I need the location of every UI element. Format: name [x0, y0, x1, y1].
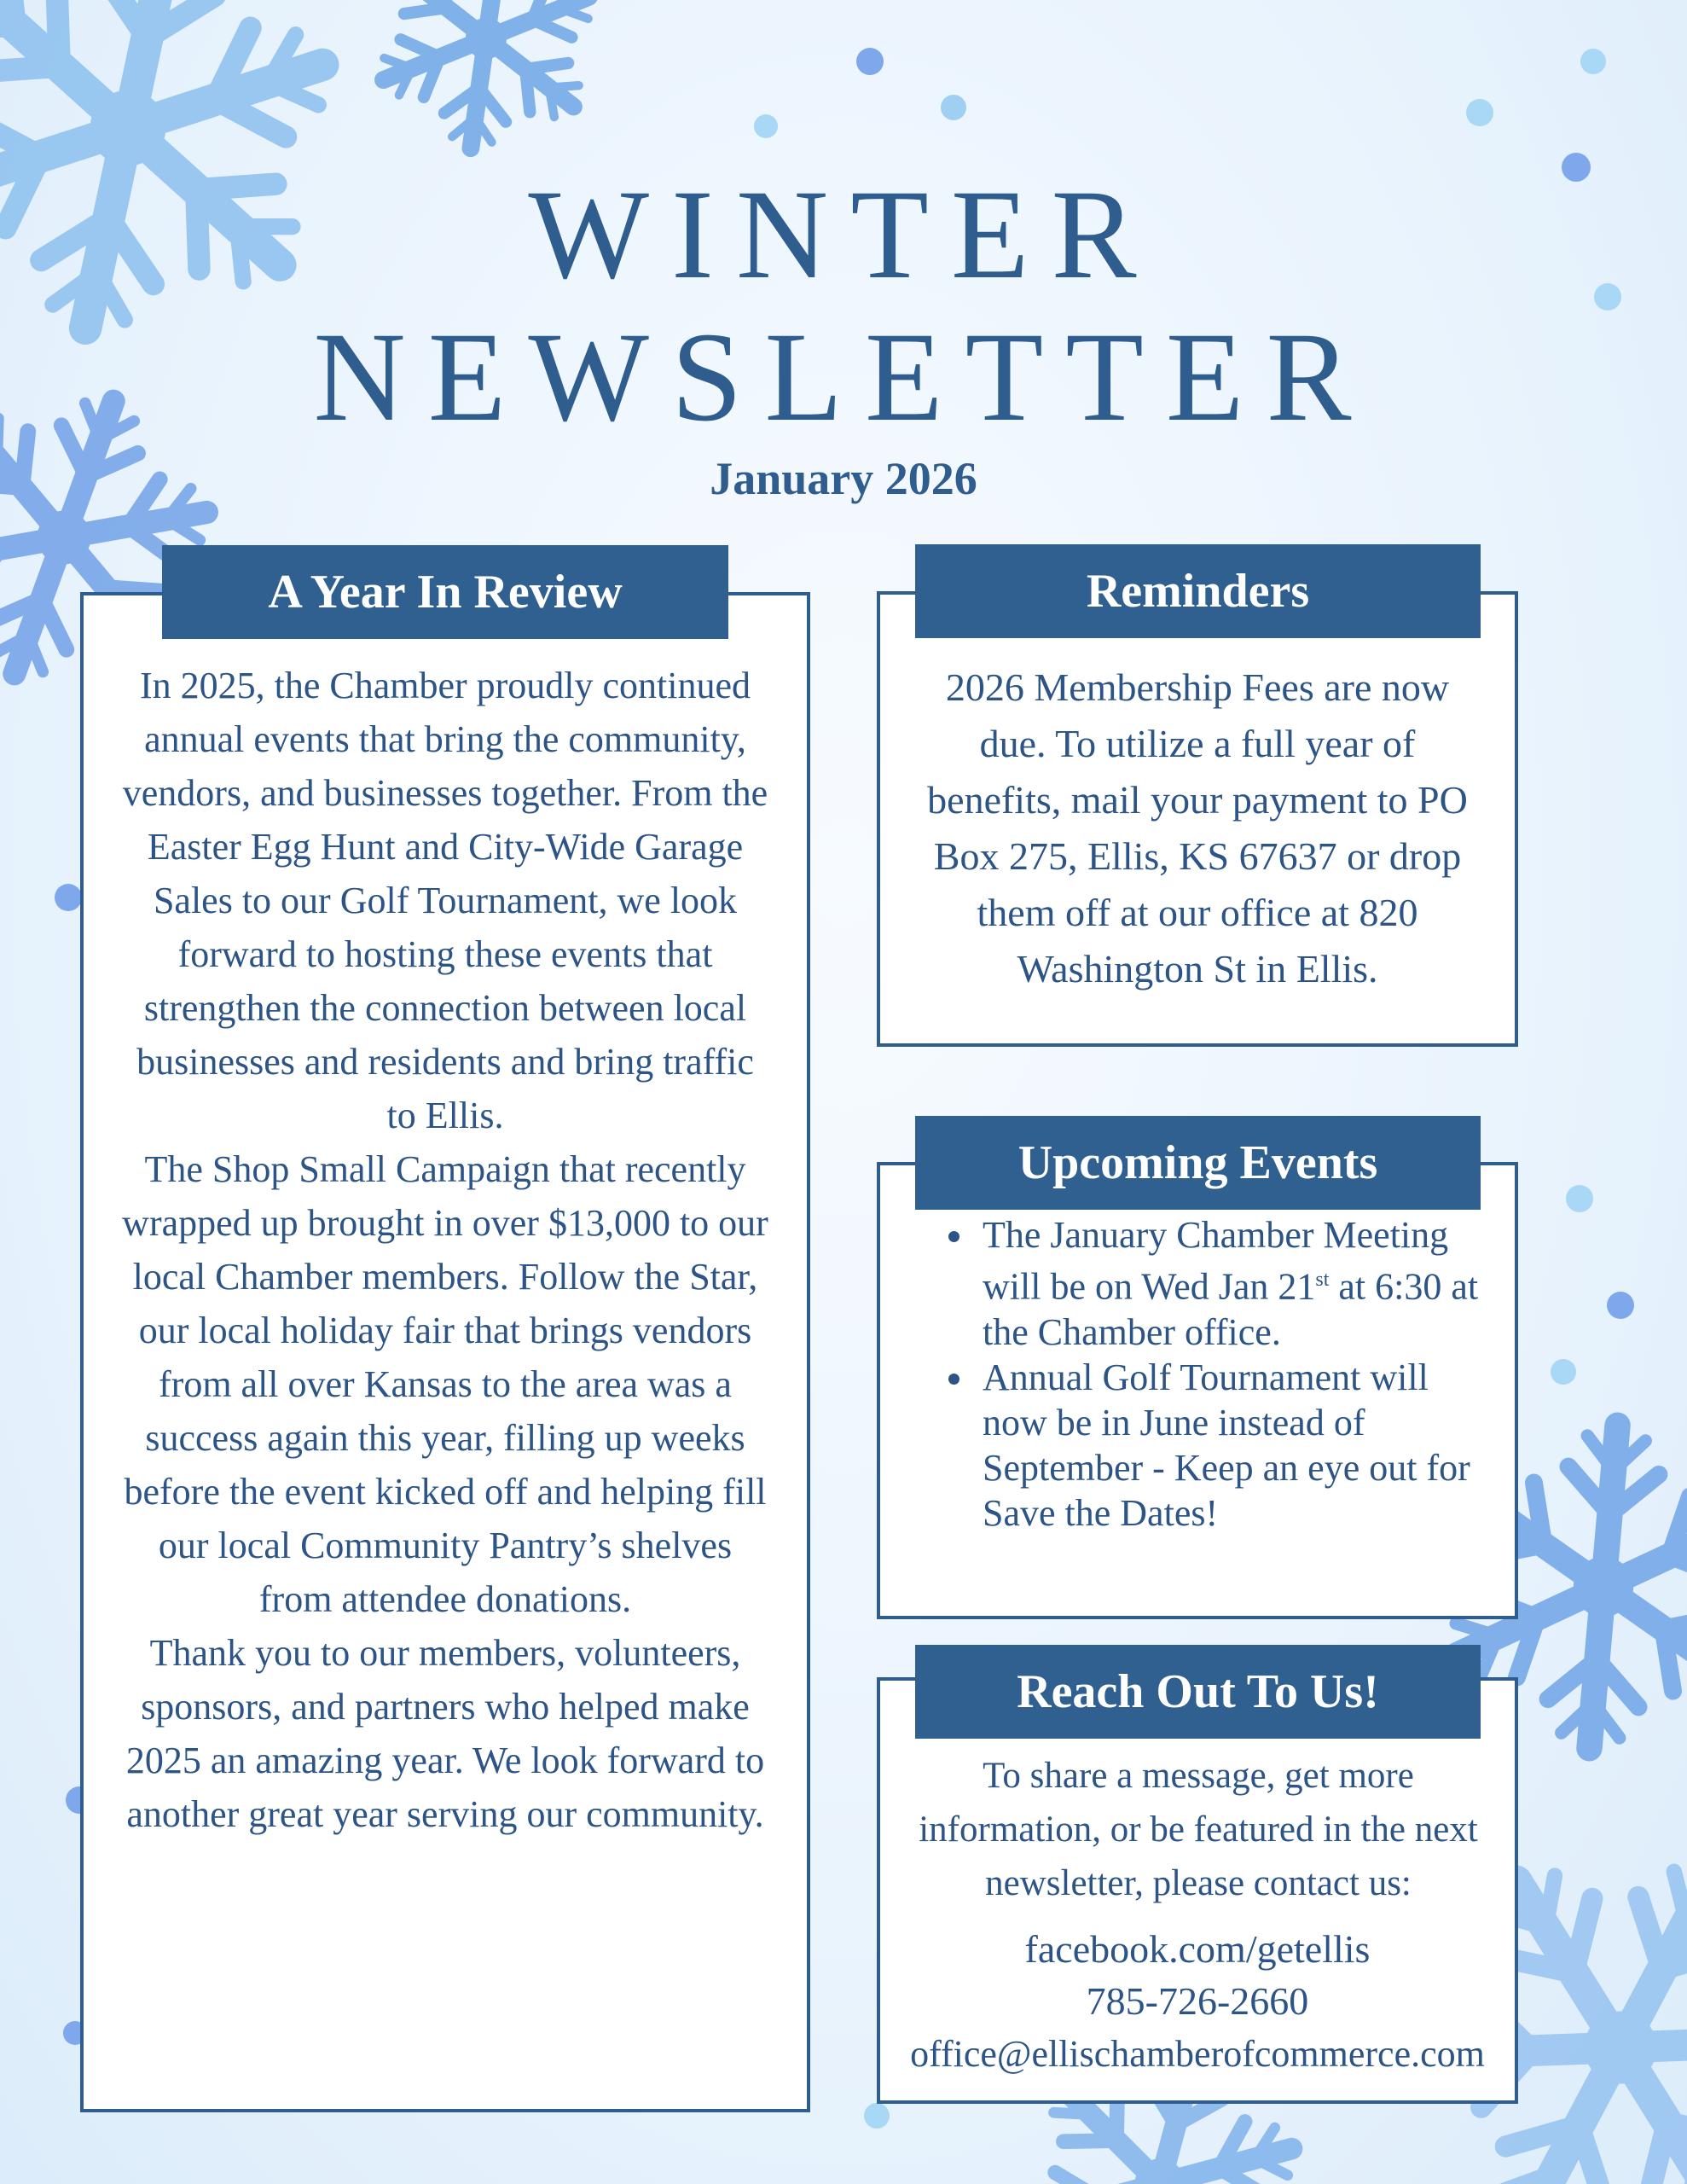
- phone-number[interactable]: 785-726-2660: [1086, 1979, 1309, 2023]
- event-text: Annual Golf Tournament will now be in June instead of September - Keep an eye out for Save the Dates!: [983, 1356, 1470, 1534]
- contact-intro: To share a message, get more information, or be featured in the next newsletter, please contact us:: [919, 1756, 1478, 1903]
- event-text: The January Chamber Meeting will be on Wed Jan 21: [983, 1214, 1449, 1308]
- facebook-link[interactable]: facebook.com/getellis: [1024, 1927, 1371, 1971]
- event-item: [940, 1212, 1486, 1355]
- snowflake-icon: [360, 0, 612, 164]
- review-paragraph: In 2025, the Chamber proudly continued annual events that bring the community, vendors, and businesses together. From the Easter Egg Hunt and City-Wide Garage Sales to our Golf Tournament, we look forward to hosting these events that strengthen the connection between local businesses and residents and bring traffic to Ellis.: [122, 665, 768, 1136]
- title-line-1: WINTER: [528, 164, 1159, 305]
- reminders-heading: Reminders: [915, 544, 1481, 638]
- review-paragraph: The Shop Small Campaign that recently wrapped up brought in over $13,000 to our local Chamber members. Follow the Star, our local holiday fair that brings vendors from all over Kansas to the area was a success again this year, filling up weeks before the event kicked off and helping fill our local Community Pantry’s shelves from attendee donations.: [122, 1148, 768, 1620]
- event-text: at 6:30 at the Chamber office.: [983, 1265, 1479, 1353]
- contact-heading: Reach Out To Us!: [915, 1645, 1481, 1739]
- email-link[interactable]: office@ellischamberofcommerce.com: [910, 2033, 1485, 2075]
- review-paragraph: Thank you to our members, volunteers, sponsors, and partners who helped make 2025 an amazing year. We look forward to another great year serving our community.: [125, 1632, 765, 1835]
- upcoming-events-heading: Upcoming Events: [915, 1116, 1481, 1210]
- newsletter-date: January 2026: [710, 453, 977, 504]
- year-in-review-body: [119, 659, 771, 1841]
- event-item: [940, 1355, 1486, 1536]
- reminders-text: 2026 Membership Fees are now due. To utilize a full year of benefits, mail your payment to PO Box 275, Ellis, KS 67637 or drop them off at our office at 820 Washington St in Ellis.: [927, 665, 1468, 990]
- year-in-review-heading: A Year In Review: [162, 545, 728, 639]
- ordinal-suffix: st: [1315, 1269, 1330, 1291]
- title-line-2: NEWSLETTER: [313, 306, 1374, 448]
- events-list: [940, 1212, 1486, 1536]
